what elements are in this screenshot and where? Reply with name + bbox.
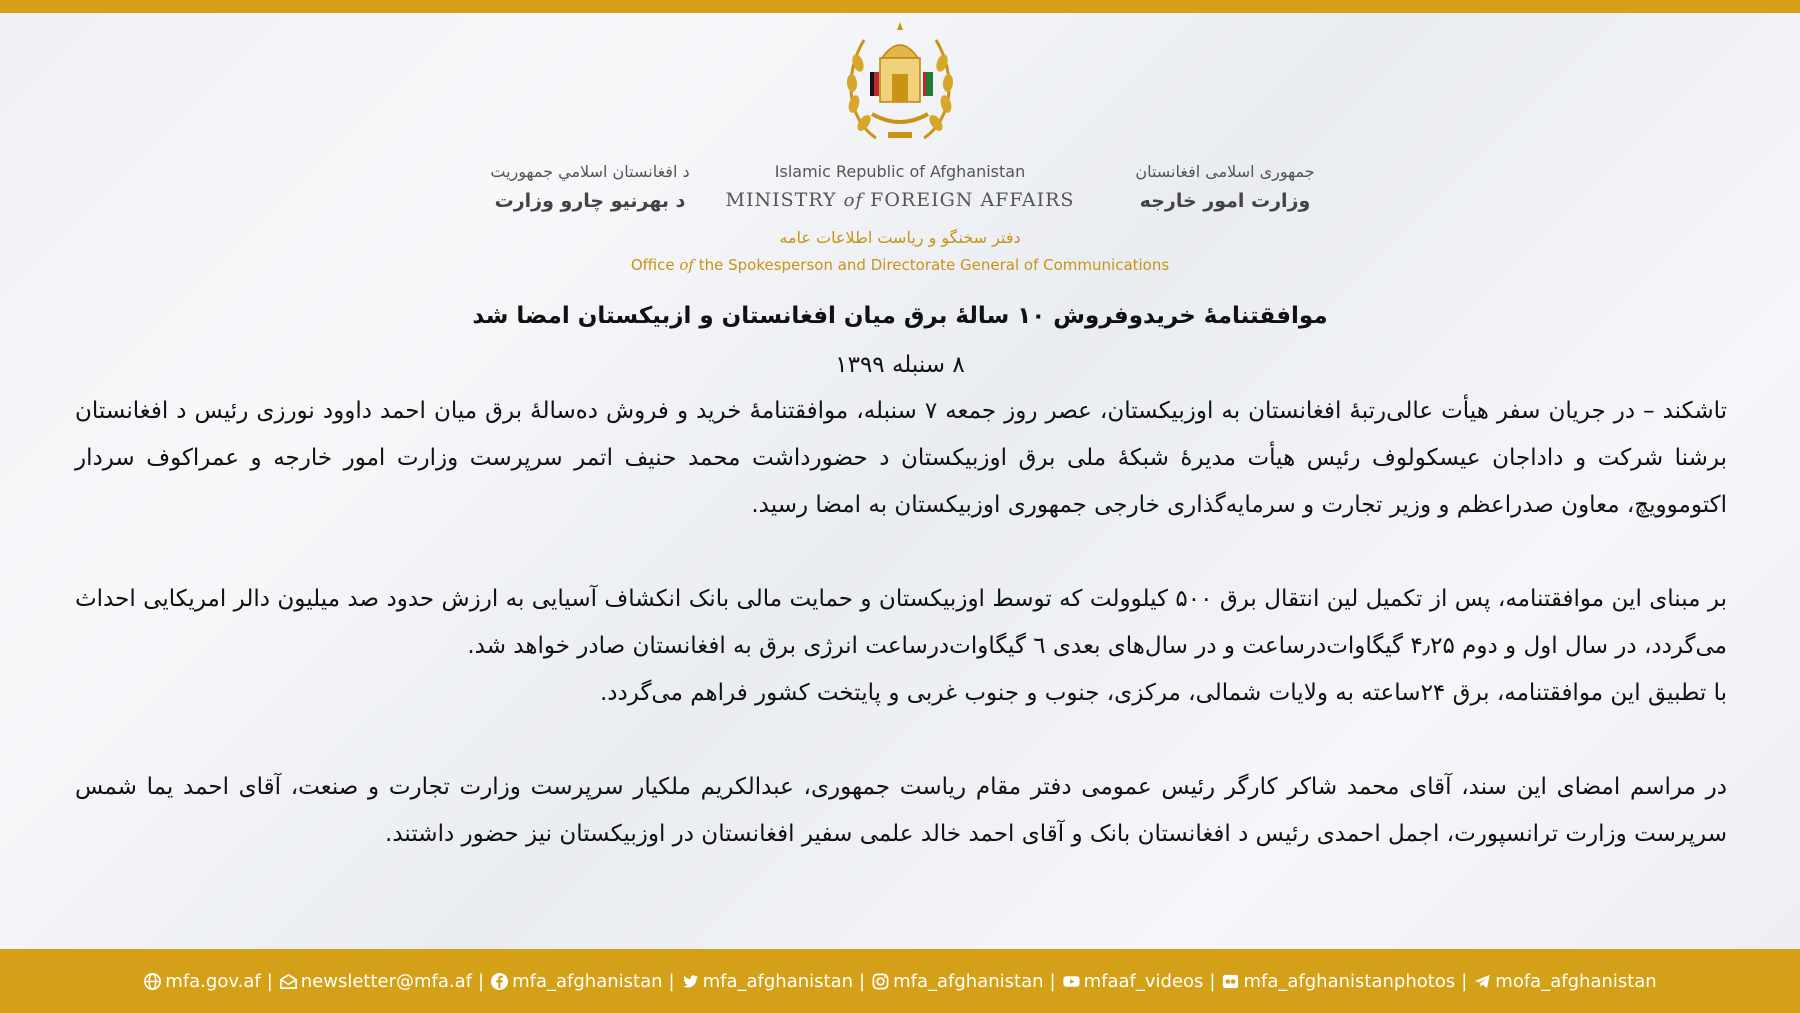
header-english-republic: Islamic Republic of Afghanistan (774, 162, 1026, 181)
footer-link-telegram[interactable] (1473, 971, 1656, 992)
footer-link-twitter[interactable] (681, 971, 853, 992)
footer-link-label: mfaaf_videos (1083, 970, 1204, 992)
footer-link-label: newsletter@mfa.af (300, 970, 473, 992)
globe-icon (143, 972, 162, 991)
header-pashto-block (470, 162, 710, 212)
document-title: موافقتنامهٔ خریدوفروش ۱۰ سالهٔ برق میان افغانستان و ازبیکستان امضا شد (472, 303, 1328, 329)
footer-separator: | (1049, 970, 1056, 992)
footer-link-flickr[interactable] (1221, 971, 1455, 992)
office-title-dari: دفتر سخنگو و ریاست اطلاعات عامه (779, 228, 1021, 247)
office-title-english (500, 256, 1300, 274)
footer-separator: | (859, 970, 866, 992)
footer-link-instagram[interactable] (871, 971, 1043, 992)
instagram-icon (871, 972, 890, 991)
document-body (75, 388, 1727, 858)
header-english-ministry (720, 189, 1080, 211)
ministry-text-of: of (843, 190, 864, 211)
ministry-text-a: MINISTRY (725, 189, 844, 211)
paragraph-2: بر مبنای این موافقتنامه، پس از تکمیل لین انتقال برق ۵۰۰ کیلوولت که توسط اوزبیکستان و حمایت مالی بانک انکشاف آسیایی به ارزش حدود صد میلیون دالر امریکایی احداث می‌گردد، در سال اول و دوم ۴٫۲۵ گیگاوات‌درساعت و در سال‌های بعدی ٦ گیگاوات‌درساعت انرژی برق به افغانستان صادر خواهد شد. (75, 586, 1727, 659)
paragraph-4: در مراسم امضای این سند، آقای محمد شاکر کارگر رئیس عمومی دفتر مقام ریاست جمهوری، عبدالکریم ملکیار سرپرست وزارت تجارت و صنعت، آقای احمد یما شمس سرپرست وزارت ترانسپورت، اجمل احمدی رئیس د افغانستان بانک و آقای احمد خالد علمی سفیر افغانستان در اوزبیکستان نیز حضور داشتند. (75, 774, 1727, 847)
mail-icon (279, 972, 298, 991)
national-emblem-icon (836, 18, 964, 148)
footer-separator: | (668, 970, 675, 992)
facebook-icon (490, 972, 509, 991)
header-dari-block (1120, 162, 1330, 212)
footer-separator: | (478, 970, 485, 992)
flickr-icon (1221, 972, 1240, 991)
footer-link-label: mofa_afghanistan (1495, 970, 1657, 992)
footer-link-label: mfa_afghanistan (512, 970, 663, 992)
footer-link-label: mfa_afghanistanphotos (1243, 970, 1456, 992)
footer-link-label: mfa_afghanistan (702, 970, 854, 992)
youtube-icon (1062, 972, 1081, 991)
footer-link-facebook[interactable] (490, 971, 662, 992)
footer-link-newsletter[interactable] (279, 971, 472, 992)
footer-link-label: mfa.gov.af (165, 970, 261, 992)
paragraph-3: با تطبیق این موافقتنامه، برق ۲۴ساعته به ولایات شمالی، مرکزی، جنوب و جنوب غربی و پایتخت کشور فراهم می‌گردد. (600, 680, 1727, 706)
ministry-text-b: FOREIGN AFFAIRS (863, 189, 1075, 211)
header-dari-ministry: وزارت امور خارجه (1139, 190, 1311, 212)
header-dari-republic: جمهوری اسلامی افغانستان (1135, 162, 1315, 181)
footer-link-website[interactable] (143, 971, 260, 992)
paragraph-1: تاشکند – در جریان سفر هیأت عالی‌رتبهٔ افغانستان به اوزبیکستان، عصر روز جمعه ۷ سنبله، موافقتنامهٔ خرید و فروش ده‌سالهٔ برق میان احمد داوود نورزی رئیس د افغانستان برشنا شرکت و داداجان عیسکولوف رئیس هیأت مدیرهٔ شبکهٔ ملی برق اوزبیکستان د حضورداشت محمد حنیف اتمر سرپرست وزارت امور خارجه و عمراکوف سردار اکتوموویچ، معاون صدراعظم و وزیر تجارت و سرمایه‌گذاری خارجی جمهوری اوزبیکستان به امضا رسید. (75, 398, 1728, 518)
office-text-b: the Spokesperson and Directorate General of Communications (693, 256, 1170, 274)
telegram-icon (1473, 972, 1492, 991)
footer-links (0, 949, 1800, 1013)
header-pashto-republic: د افغانستان اسلامي جمهوریت (490, 162, 690, 181)
footer-bar (0, 949, 1800, 1013)
footer-separator: | (266, 970, 273, 992)
twitter-icon (681, 972, 700, 991)
header-english-block (720, 162, 1080, 211)
footer-link-youtube[interactable] (1062, 971, 1204, 992)
footer-link-label: mfa_afghanistan (893, 970, 1044, 992)
footer-separator: | (1461, 970, 1468, 992)
header-pashto-ministry: د بهرنیو چارو وزارت (494, 190, 686, 212)
document-date: ۸ سنبله ۱۳۹۹ (835, 352, 965, 378)
office-text-a: Office (630, 256, 680, 274)
office-text-of: of (679, 256, 694, 274)
footer-separator: | (1209, 970, 1216, 992)
top-accent-bar (0, 0, 1800, 13)
